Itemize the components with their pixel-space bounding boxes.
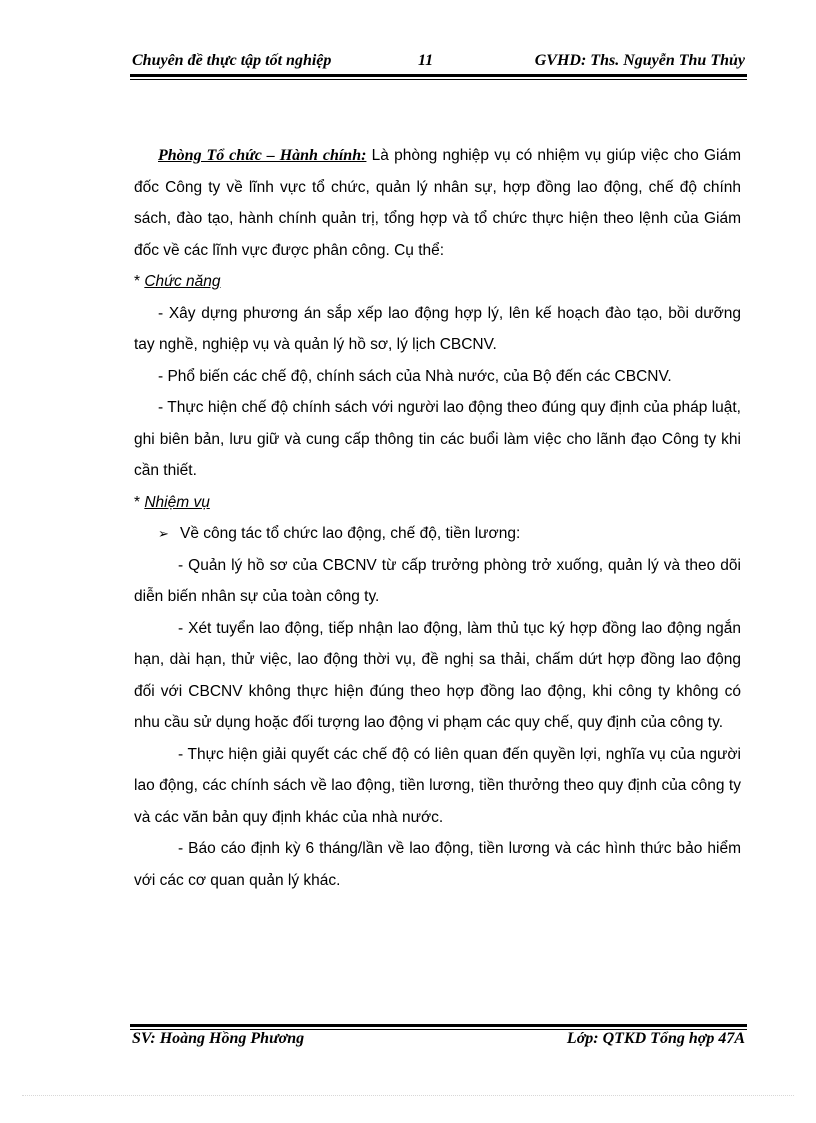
header-rule-thick [130,74,747,77]
functions-heading-row [134,266,741,298]
intro-paragraph [134,140,741,266]
functions-heading: Chức năng [144,273,221,290]
page-body [134,140,741,896]
task-item: - Xét tuyển lao động, tiếp nhận lao động, làm thủ tục ký hợp đồng lao động ngắn hạn, dài hạn, thử việc, lao động thời vụ, đề nghị sa thải, chấm dứt hợp đồng lao động đối với CBCNV không thực hiện đúng theo hợp đồng lao động, khi công ty không có nhu cầu sử dụng hoặc đối tượng lao động vi phạm các quy chế, quy định của công ty. [134,619,741,731]
function-item: - Thực hiện chế độ chính sách với người lao động theo đúng quy định của pháp luật, ghi biên bản, lưu giữ và cung cấp thông tin các buổi làm việc cho lãnh đạo Công ty khi cần thiết. [134,399,741,479]
page-bottom-dotted-line [22,1095,794,1096]
task-item: - Báo cáo định kỳ 6 tháng/lần về lao động, tiền lương và các hình thức bảo hiểm với các cơ quan quản lý khác. [134,840,741,889]
function-item: - Phổ biến các chế độ, chính sách của Nhà nước, của Bộ đến các CBCNV. [158,367,672,385]
header-document-title: Chuyên đề thực tập tốt nghiệp [132,52,332,69]
tasks-prefix: * [134,493,145,511]
function-item: - Xây dựng phương án sắp xếp lao động hợp lý, lên kế hoạch đào tạo, bồi dưỡng tay nghề, nghiệp vụ và quản lý hồ sơ, lý lịch CBCNV. [134,304,741,353]
footer-class: Lớp: QTKD Tổng hợp 47A [566,1030,745,1047]
task-item: - Thực hiện giải quyết các chế độ có liên quan đến quyền lợi, nghĩa vụ của người lao động, các chính sách về lao động, tiền lương, tiền thưởng theo quy định của công ty và các văn bản quy định khác của nhà nước. [134,745,741,826]
intro-text: Là phòng nghiệp vụ có nhiệm vụ giúp việc cho Giám đốc Công ty về lĩnh vực tổ chức, quản lý nhân sự, hợp đồng lao động, chế độ chính sách, đào tạo, hành chính quản trị, tổng hợp và tổ chức thực hiện theo lệnh của Giám đốc về các lĩnh vực được phân công. Cụ thể: [134,147,742,259]
header-supervisor: GVHD: Ths. Nguyễn Thu Thủy [534,52,745,69]
header-page-number: 11 [418,52,434,69]
page-header [130,50,747,74]
page-footer [130,1030,747,1054]
task-item: - Quản lý hồ sơ của CBCNV từ cấp trưởng phòng trở xuống, quản lý và theo dõi diễn biến nhân sự của toàn công ty. [134,556,741,605]
arrow-bullet-icon: ➢ [158,526,169,541]
tasks-heading-row [134,487,741,519]
functions-prefix: * [134,273,145,290]
tasks-heading: Nhiệm vụ [144,493,210,511]
department-title: Phòng Tổ chức – Hành chính: [158,147,367,164]
tasks-subheading-row [134,518,741,550]
tasks-subheading: Về công tác tổ chức lao động, chế độ, tiền lương: [180,525,521,542]
footer-student-name: SV: Hoàng Hồng Phương [132,1030,305,1047]
footer-rule-thick [130,1024,747,1027]
header-rule-thin [130,79,747,80]
